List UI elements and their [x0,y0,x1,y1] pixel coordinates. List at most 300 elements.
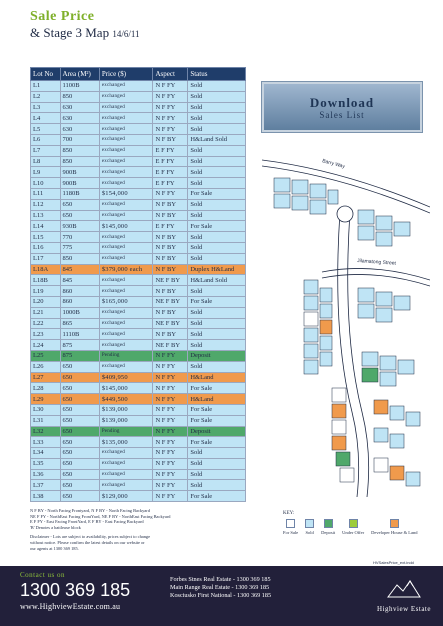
lot-parcel [376,308,392,322]
subtitle-text: & Stage 3 Map [30,25,110,40]
lot-parcel [358,226,374,240]
cell-aspect: N F BY [153,253,188,264]
cell-aspect: N F BY [153,329,188,340]
cell-lot: L16 [31,242,61,253]
cell-aspect: E F FY [153,221,188,232]
lot-parcel [390,466,404,480]
cell-price: exchanged [99,253,153,264]
cell-price: $139,000 [99,404,153,415]
lot-parcel [380,356,396,370]
cell-price: exchanged [99,102,153,113]
cell-lot: L13 [31,210,61,221]
cell-status: Sold [188,145,246,156]
cell-lot: L30 [31,404,61,415]
cell-lot: L2 [31,91,61,102]
column-header-price: Price ($) [99,68,153,81]
file-reference: HVSalesPrice_ext.indd [373,560,414,565]
cell-area: 860 [60,296,99,307]
key-swatch-sold [305,519,314,528]
cell-lot: L33 [31,437,61,448]
cell-status: Deposit [188,350,246,361]
lot-parcel [362,352,378,366]
cell-price: $145,000 [99,221,153,232]
cell-lot: L22 [31,318,61,329]
cell-status: For Sale [188,437,246,448]
cell-price: exchanged [99,307,153,318]
lot-parcel [336,452,350,466]
lot-parcel [292,180,308,194]
cell-price: exchanged [99,469,153,480]
lot-parcel [304,328,318,342]
column-header-lot: Lot No [31,68,61,81]
street-label-barry-way: Barry Way [321,158,346,170]
lot-parcel [332,420,346,434]
agent-line: Kosciusko First National - 1300 369 185 [170,592,272,599]
lot-parcel [320,304,332,318]
disclaimer-line: without notice. Please confirm the latest details on our website or [30,539,145,545]
lot-parcel [310,200,326,214]
cell-status: Sold [188,113,246,124]
cell-price: $409,950 [99,372,153,383]
cell-lot: L31 [31,415,61,426]
stage-map [262,152,430,504]
key-item-under-offer [342,519,364,535]
key-label-for-sale: For Sale [283,530,299,535]
lot-parcel [320,320,332,334]
table-row [31,124,246,135]
cell-aspect: N F BY [153,264,188,275]
cell-area: 845 [60,264,99,275]
cell-price: Pending [99,426,153,437]
cell-status: For Sale [188,415,246,426]
notes [30,508,250,551]
agents-list [170,576,271,600]
note-line: N F BY - North Facing Frontyard, N F BY - North Facing Backyard [30,508,150,513]
cell-status: Sold [188,469,246,480]
table-row [31,91,246,102]
cell-aspect: NE F BY [153,318,188,329]
cell-lot: L24 [31,340,61,351]
cell-area: 630 [60,113,99,124]
cell-aspect: N F BY [153,210,188,221]
note-line: NE F FY - NorthEast Facing FrontYard, NE F BY - NorthEast Facing Backyard [30,513,171,519]
cell-area: 650 [60,394,99,405]
cell-area: 650 [60,426,99,437]
cell-aspect: E F FY [153,178,188,189]
cell-area: 1110B [60,329,99,340]
cell-status: Sold [188,448,246,459]
cell-lot: L3 [31,102,61,113]
cell-price: $165,000 [99,296,153,307]
table-row [31,394,246,405]
lot-parcel [376,292,392,306]
cell-aspect: N F BY [153,134,188,145]
table-row [31,199,246,210]
lot-parcel [358,288,374,302]
lot-parcel [274,178,290,192]
cell-lot: L11 [31,188,61,199]
street-label-jilamatong-street: Jilamatong Street [356,258,397,267]
map-key [283,511,433,535]
cell-price: exchanged [99,448,153,459]
download-sales-list-button[interactable] [262,82,422,132]
table-header-row [31,68,246,81]
table-row [31,232,246,243]
cell-price: exchanged [99,199,153,210]
key-item-house-land [371,519,417,535]
cell-price: exchanged [99,329,153,340]
key-swatch-for-sale [286,519,295,528]
table-row [31,426,246,437]
cell-area: 850 [60,145,99,156]
cell-aspect: N F FY [153,469,188,480]
lot-parcel [320,288,332,302]
page-subtitle [30,25,270,42]
cell-status: For Sale [188,491,246,502]
cell-aspect: NE F BY [153,275,188,286]
cell-aspect: N F BY [153,307,188,318]
lot-parcel [358,304,374,318]
cell-area: 865 [60,318,99,329]
cell-aspect: N F BY [153,199,188,210]
table-row [31,340,246,351]
cell-aspect: NE F BY [153,340,188,351]
cell-status: Sold [188,167,246,178]
key-title: KEY: [283,511,295,516]
cell-area: 860 [60,286,99,297]
cell-lot: L29 [31,394,61,405]
cell-aspect: N F FY [153,437,188,448]
cell-area: 650 [60,210,99,221]
cell-lot: L28 [31,383,61,394]
cell-status: Sold [188,340,246,351]
cell-price: exchanged [99,286,153,297]
cell-area: 630 [60,124,99,135]
column-header-area: Area (M²) [60,68,99,81]
cell-status: H&Land [188,394,246,405]
table-row [31,404,246,415]
cell-status: Sold [188,253,246,264]
cell-status: Sold [188,91,246,102]
table-row [31,372,246,383]
cell-lot: L9 [31,167,61,178]
cell-lot: L6 [31,134,61,145]
key-label-sold: Sold [305,530,314,535]
subtitle-date: 14/6/11 [112,29,140,39]
lot-parcel [376,216,392,230]
cul-de-sac [337,206,353,222]
table-row [31,318,246,329]
lot-parcel [374,428,388,442]
cell-status: Sold [188,210,246,221]
disclaimer-line: Disclaimer - Lots are subject to availability, prices subject to change [30,534,151,540]
mountain-icon [387,578,421,598]
table-row [31,448,246,459]
cell-price: exchanged [99,81,153,92]
cell-aspect: NE F BY [153,296,188,307]
agent-line: Forbes Stnes Real Estate - 1300 369 185 [170,576,271,583]
cell-aspect: N F FY [153,372,188,383]
footer [0,566,443,626]
table-row [31,480,246,491]
cell-lot: L35 [31,458,61,469]
key-swatch-house-land [390,519,399,528]
table-row [31,491,246,502]
cell-lot: L32 [31,426,61,437]
cell-price: exchanged [99,275,153,286]
cell-aspect: N F BY [153,286,188,297]
table-row [31,156,246,167]
cell-status: Sold [188,178,246,189]
disclaimer-line: our agents at 1300 369 185. [30,545,79,551]
cell-price: exchanged [99,480,153,491]
cell-price: $449,500 [99,394,153,405]
cell-area: 845 [60,275,99,286]
cell-status: Sold [188,124,246,135]
lot-parcel [328,190,338,204]
lot-parcel [274,194,290,208]
cell-status: For Sale [188,296,246,307]
cell-area: 930B [60,221,99,232]
cell-aspect: N F FY [153,458,188,469]
table-row [31,188,246,199]
lot-parcel [394,296,410,310]
lot-parcel [304,344,318,358]
cell-lot: L1 [31,81,61,92]
cell-price: exchanged [99,318,153,329]
cell-lot: L15 [31,232,61,243]
cell-price: exchanged [99,340,153,351]
table-row [31,242,246,253]
cell-aspect: N F FY [153,81,188,92]
cell-status: Sold [188,102,246,113]
cell-area: 650 [60,480,99,491]
cell-status: Sold [188,199,246,210]
lot-parcel [332,388,346,402]
table-row [31,167,246,178]
page-header [30,8,270,42]
cell-price: $135,000 [99,437,153,448]
cell-lot: L18B [31,275,61,286]
table-row [31,383,246,394]
cell-lot: L7 [31,145,61,156]
key-label-deposit: Deposit [321,530,336,535]
lot-parcel [320,352,332,366]
cell-status: For Sale [188,188,246,199]
cell-status: For Sale [188,404,246,415]
cell-aspect: N F FY [153,124,188,135]
table-row [31,458,246,469]
page-title: Sale Price [30,9,95,24]
key-item-deposit [321,519,335,535]
cell-status: Sold [188,232,246,243]
lot-parcel [376,232,392,246]
cell-lot: L5 [31,124,61,135]
table-row [31,81,246,92]
cell-price: Pending [99,350,153,361]
cell-price: exchanged [99,178,153,189]
lot-parcel [332,436,346,450]
cell-aspect: N F FY [153,491,188,502]
cell-lot: L12 [31,199,61,210]
cell-aspect: N F FY [153,113,188,124]
cell-area: 900B [60,167,99,178]
cell-area: 650 [60,437,99,448]
cell-area: 900B [60,178,99,189]
cell-area: 650 [60,199,99,210]
lot-parcel [304,296,318,310]
cell-area: 630 [60,102,99,113]
cell-lot: L26 [31,361,61,372]
column-header-aspect: Aspect [153,68,188,81]
lot-parcel [390,406,404,420]
phone-number-link[interactable]: 1300 369 185 [20,580,131,600]
cell-status: Sold [188,318,246,329]
cell-price: exchanged [99,232,153,243]
cell-lot: L21 [31,307,61,318]
lot-parcel [304,360,318,374]
table-row [31,275,246,286]
key-items [283,519,433,535]
cell-aspect: N F FY [153,404,188,415]
website-link[interactable]: www.HighviewEstate.com.au [20,602,121,611]
cell-area: 650 [60,404,99,415]
cell-area: 850 [60,156,99,167]
cell-aspect: E F FY [153,167,188,178]
cell-lot: L17 [31,253,61,264]
cell-aspect: N F FY [153,480,188,491]
cell-aspect: E F FY [153,145,188,156]
key-label-house-land: Developer House & Land [371,530,418,535]
lot-parcels [274,178,420,486]
cell-area: 650 [60,448,99,459]
cell-area: 650 [60,458,99,469]
cell-status: H&Land [188,372,246,383]
table-row [31,253,246,264]
cell-lot: L8 [31,156,61,167]
cell-area: 700 [60,134,99,145]
table-row [31,178,246,189]
cell-aspect: N F FY [153,426,188,437]
cell-price: exchanged [99,91,153,102]
brand-logo [372,578,436,613]
table-body [31,81,246,502]
cell-aspect: N F FY [153,188,188,199]
table-row [31,286,246,297]
price-table [30,67,246,502]
cell-status: For Sale [188,383,246,394]
lot-parcel [320,336,332,350]
cell-price: exchanged [99,145,153,156]
cell-aspect: N F FY [153,394,188,405]
cell-area: 1000B [60,307,99,318]
cell-status: Sold [188,480,246,491]
lot-parcel [374,400,388,414]
lot-parcel [398,360,414,374]
cell-area: 770 [60,232,99,243]
lot-parcel [340,468,354,482]
cell-area: 650 [60,383,99,394]
note-line: E F FY - East Facing FrontYard, E F BY - East Facing Backyard [30,519,144,525]
cell-price: exchanged [99,361,153,372]
cell-lot: L25 [31,350,61,361]
lot-parcel [390,434,404,448]
table-row [31,296,246,307]
table-row [31,113,246,124]
cell-lot: L10 [31,178,61,189]
cell-aspect: E F FY [153,156,188,167]
lot-parcel [362,368,378,382]
lot-parcel [406,472,420,486]
contact-label: Contact us on [20,571,65,579]
cell-status: For Sale [188,221,246,232]
cell-area: 775 [60,242,99,253]
cell-price: $139,000 [99,415,153,426]
cell-aspect: N F FY [153,415,188,426]
cell-area: 875 [60,340,99,351]
cell-area: 650 [60,372,99,383]
table-row [31,361,246,372]
cell-lot: L14 [31,221,61,232]
cell-price: exchanged [99,134,153,145]
table-row [31,415,246,426]
table-row [31,264,246,275]
lot-parcel [310,184,326,198]
cell-area: 650 [60,469,99,480]
table-row [31,134,246,145]
cell-lot: L23 [31,329,61,340]
table-row [31,307,246,318]
key-swatch-under-offer [349,519,358,528]
cell-aspect: N F FY [153,91,188,102]
cell-lot: L4 [31,113,61,124]
cell-area: 1180B [60,188,99,199]
cell-price: exchanged [99,113,153,124]
cell-lot: L37 [31,480,61,491]
table-row [31,210,246,221]
cell-price: exchanged [99,458,153,469]
cell-price: $379,000 each [99,264,153,275]
cell-price: $145,000 [99,383,153,394]
key-label-under-offer: Under Offer [342,530,365,535]
note-line: 'B' Denotes a battleaxe block [30,524,81,530]
lot-parcel [374,458,388,472]
cell-price: exchanged [99,156,153,167]
cell-lot: L27 [31,372,61,383]
cell-aspect: N F BY [153,232,188,243]
cell-aspect: N F FY [153,102,188,113]
table-row [31,221,246,232]
cell-status: Sold [188,458,246,469]
cell-lot: L20 [31,296,61,307]
cell-price: $129,000 [99,491,153,502]
cell-area: 850 [60,253,99,264]
table-row [31,102,246,113]
lot-parcel [332,404,346,418]
lot-parcel [394,222,410,236]
cell-lot: L38 [31,491,61,502]
cell-lot: L18A [31,264,61,275]
cell-status: Sold [188,329,246,340]
lot-parcel [406,412,420,426]
brand-name: Highview Estate [377,605,431,613]
cell-status: Duplex H&Land [188,264,246,275]
table-row [31,329,246,340]
lot-parcel [358,210,374,224]
table-row [31,437,246,448]
cell-lot: L19 [31,286,61,297]
agent-line: Main Range Real Estate - 1300 369 185 [170,584,270,591]
